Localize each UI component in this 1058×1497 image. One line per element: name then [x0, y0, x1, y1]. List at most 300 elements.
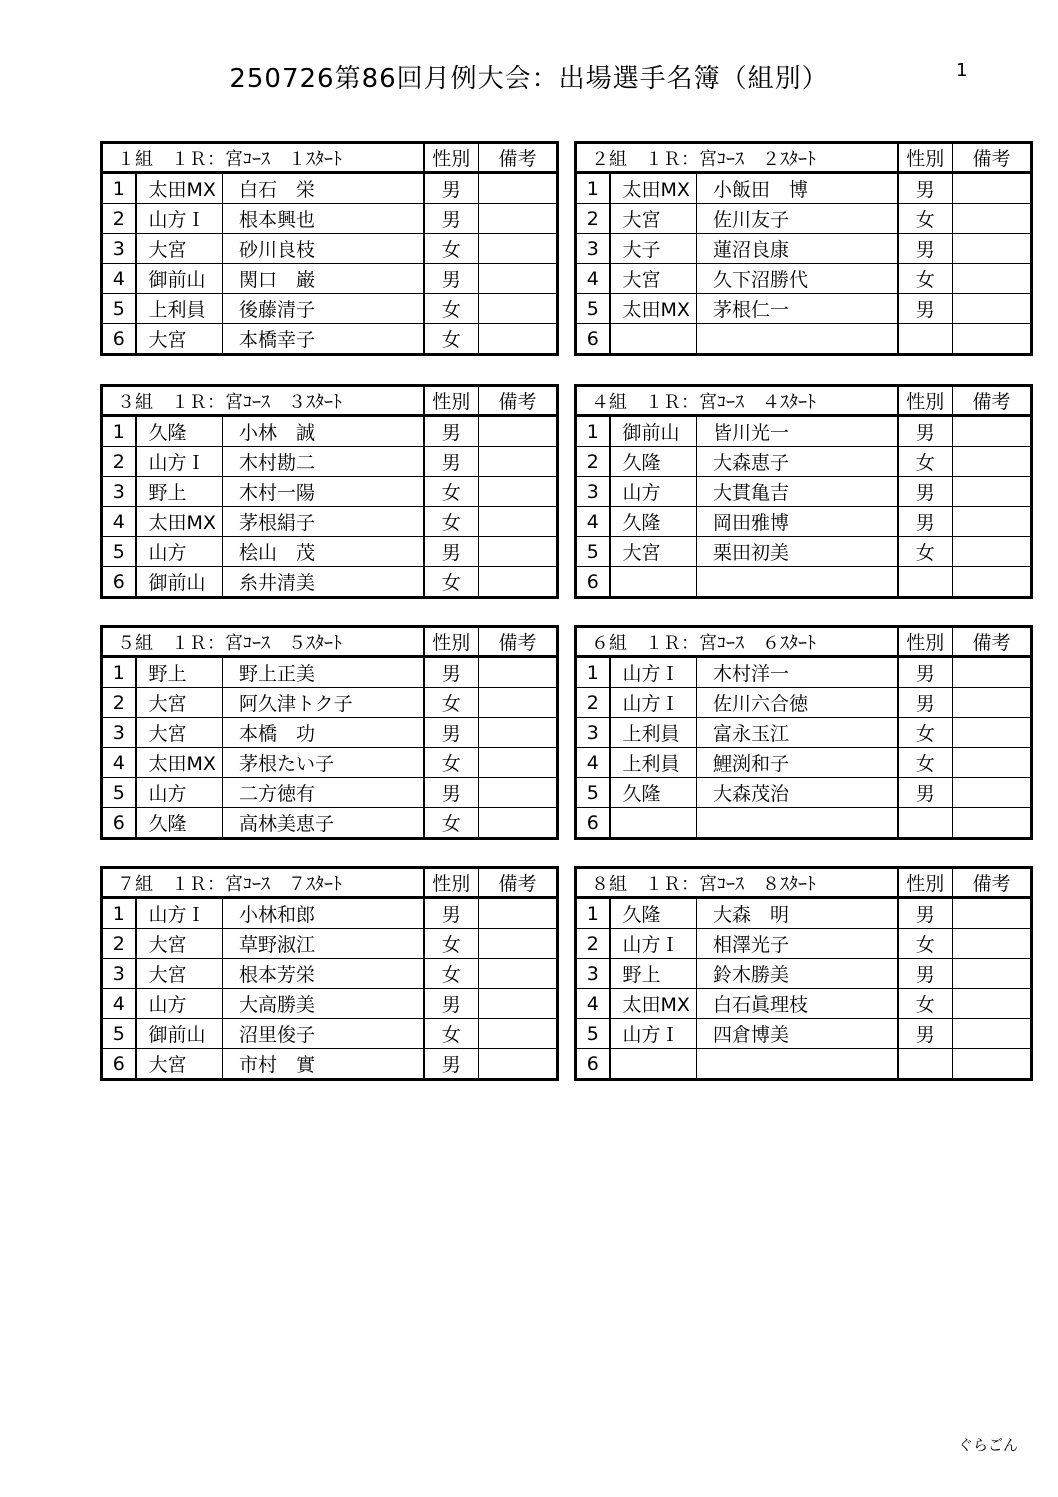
- player-number: 1: [576, 416, 610, 447]
- player-sex: 女: [898, 537, 953, 567]
- column-header-sex: 性別: [898, 868, 953, 898]
- player-name: 草野淑江: [223, 929, 424, 959]
- player-name: 根本芳栄: [223, 959, 424, 989]
- player-name: 佐川六合徳: [697, 688, 898, 718]
- player-club: 大宮: [136, 959, 223, 989]
- player-sex: 女: [424, 477, 479, 507]
- player-note: [479, 264, 558, 294]
- player-sex: 女: [424, 507, 479, 537]
- player-club: [610, 567, 697, 598]
- player-note: [953, 898, 1032, 929]
- player-note: [953, 264, 1032, 294]
- player-club: 御前山: [136, 567, 223, 598]
- column-header-note: 備考: [479, 627, 558, 657]
- player-note: [479, 688, 558, 718]
- group-table-8: [574, 866, 1033, 1081]
- player-club: 野上: [136, 477, 223, 507]
- player-number: 6: [102, 1049, 136, 1080]
- player-note: [953, 657, 1032, 688]
- player-name: 相澤光子: [697, 929, 898, 959]
- player-number: 5: [576, 1019, 610, 1049]
- group-title: ７組 １Ｒ：宮ｺｰｽ ７ｽﾀｰﾄ: [102, 868, 424, 898]
- player-sex: 女: [424, 688, 479, 718]
- player-number: 1: [576, 173, 610, 204]
- player-club: 上利員: [136, 294, 223, 324]
- player-club: 太田MX: [136, 748, 223, 778]
- player-club: 上利員: [610, 748, 697, 778]
- table-row: [576, 959, 1032, 989]
- table-row: [102, 808, 558, 839]
- player-name: 大貫亀吉: [697, 477, 898, 507]
- player-number: 4: [576, 264, 610, 294]
- player-number: 2: [102, 688, 136, 718]
- player-name: 鈴木勝美: [697, 959, 898, 989]
- player-note: [479, 898, 558, 929]
- player-name: 小飯田 博: [697, 173, 898, 204]
- player-club: 大宮: [136, 234, 223, 264]
- table-row: [102, 718, 558, 748]
- column-header-sex: 性別: [424, 868, 479, 898]
- player-name: 野上正美: [223, 657, 424, 688]
- player-number: 4: [576, 989, 610, 1019]
- player-number: 3: [576, 718, 610, 748]
- player-number: 6: [102, 567, 136, 598]
- player-club: 久隆: [610, 447, 697, 477]
- player-sex: 男: [898, 507, 953, 537]
- player-club: 野上: [136, 657, 223, 688]
- table-row: [576, 324, 1032, 355]
- player-note: [479, 748, 558, 778]
- player-name: [697, 808, 898, 839]
- player-sex: 男: [424, 416, 479, 447]
- player-name: 大森 明: [697, 898, 898, 929]
- player-note: [953, 688, 1032, 718]
- player-name: 岡田雅博: [697, 507, 898, 537]
- table-row: [576, 294, 1032, 324]
- player-club: 山方Ｉ: [136, 898, 223, 929]
- player-name: 皆川光一: [697, 416, 898, 447]
- player-club: 久隆: [610, 507, 697, 537]
- table-row: [102, 416, 558, 447]
- player-sex: 男: [898, 688, 953, 718]
- player-club: 山方Ｉ: [610, 688, 697, 718]
- player-number: 1: [576, 898, 610, 929]
- player-note: [479, 537, 558, 567]
- player-number: 3: [576, 477, 610, 507]
- player-sex: 女: [424, 929, 479, 959]
- player-club: 山方: [136, 537, 223, 567]
- table-row: [576, 688, 1032, 718]
- column-header-note: 備考: [953, 386, 1032, 416]
- player-sex: 女: [898, 718, 953, 748]
- player-club: 御前山: [136, 264, 223, 294]
- player-club: 太田MX: [610, 294, 697, 324]
- player-name: 茅根たい子: [223, 748, 424, 778]
- player-sex: 男: [898, 778, 953, 808]
- table-row: [102, 688, 558, 718]
- player-sex: 男: [898, 1019, 953, 1049]
- player-number: 6: [102, 324, 136, 355]
- player-club: 御前山: [136, 1019, 223, 1049]
- table-row: [576, 416, 1032, 447]
- table-row: [102, 507, 558, 537]
- player-number: 6: [576, 324, 610, 355]
- player-note: [479, 173, 558, 204]
- player-note: [953, 808, 1032, 839]
- table-row: [102, 173, 558, 204]
- player-note: [953, 929, 1032, 959]
- player-name: 茅根絹子: [223, 507, 424, 537]
- player-name: 桧山 茂: [223, 537, 424, 567]
- player-club: 上利員: [610, 718, 697, 748]
- player-name: 関口 巌: [223, 264, 424, 294]
- player-note: [479, 808, 558, 839]
- table-row: [576, 748, 1032, 778]
- player-number: 6: [576, 567, 610, 598]
- group-table-7: [100, 866, 559, 1081]
- table-row: [102, 898, 558, 929]
- player-club: 山方Ｉ: [610, 1019, 697, 1049]
- player-number: 4: [102, 748, 136, 778]
- group-table-2: [574, 141, 1033, 356]
- table-row: [102, 477, 558, 507]
- group-table-5: [100, 625, 559, 840]
- player-name: [697, 324, 898, 355]
- player-sex: 男: [424, 264, 479, 294]
- player-number: 6: [576, 808, 610, 839]
- player-note: [953, 507, 1032, 537]
- player-note: [953, 324, 1032, 355]
- player-note: [479, 416, 558, 447]
- player-sex: [898, 324, 953, 355]
- table-row: [102, 234, 558, 264]
- player-sex: 男: [898, 294, 953, 324]
- player-note: [953, 748, 1032, 778]
- player-sex: 女: [424, 294, 479, 324]
- player-note: [953, 537, 1032, 567]
- player-sex: 男: [424, 657, 479, 688]
- player-name: 二方徳有: [223, 778, 424, 808]
- player-sex: 男: [898, 477, 953, 507]
- column-header-note: 備考: [479, 386, 558, 416]
- player-number: 2: [576, 929, 610, 959]
- player-club: [610, 324, 697, 355]
- player-sex: 女: [424, 1019, 479, 1049]
- player-club: [610, 808, 697, 839]
- table-row: [576, 808, 1032, 839]
- player-sex: 男: [424, 718, 479, 748]
- player-note: [953, 1019, 1032, 1049]
- player-name: 蓮沼良康: [697, 234, 898, 264]
- player-number: 1: [102, 898, 136, 929]
- player-note: [953, 718, 1032, 748]
- player-sex: 女: [424, 234, 479, 264]
- player-sex: 男: [898, 898, 953, 929]
- table-row: [576, 657, 1032, 688]
- table-row: [576, 718, 1032, 748]
- group-table-1: [100, 141, 559, 356]
- player-sex: 女: [424, 567, 479, 598]
- player-club: 大宮: [610, 264, 697, 294]
- group-title: ８組 １Ｒ：宮ｺｰｽ ８ｽﾀｰﾄ: [576, 868, 898, 898]
- player-note: [479, 778, 558, 808]
- column-header-sex: 性別: [424, 386, 479, 416]
- player-name: 後藤清子: [223, 294, 424, 324]
- group-title: ４組 １Ｒ：宮ｺｰｽ ４ｽﾀｰﾄ: [576, 386, 898, 416]
- player-sex: 男: [424, 778, 479, 808]
- player-note: [953, 173, 1032, 204]
- player-note: [479, 204, 558, 234]
- table-row: [576, 1019, 1032, 1049]
- table-row: [102, 1049, 558, 1080]
- player-name: 本橋幸子: [223, 324, 424, 355]
- player-name: 本橋 功: [223, 718, 424, 748]
- player-name: 四倉博美: [697, 1019, 898, 1049]
- player-club: 大宮: [610, 537, 697, 567]
- table-row: [102, 294, 558, 324]
- player-number: 2: [102, 204, 136, 234]
- player-number: 5: [102, 294, 136, 324]
- player-club: 大宮: [610, 204, 697, 234]
- column-header-sex: 性別: [898, 143, 953, 173]
- player-name: 高林美恵子: [223, 808, 424, 839]
- player-number: 4: [102, 989, 136, 1019]
- player-name: 砂川良枝: [223, 234, 424, 264]
- player-note: [479, 1019, 558, 1049]
- player-number: 1: [576, 657, 610, 688]
- player-sex: 男: [424, 1049, 479, 1080]
- player-club: 大宮: [136, 324, 223, 355]
- player-note: [479, 1049, 558, 1080]
- player-number: 1: [102, 416, 136, 447]
- player-club: 大宮: [136, 929, 223, 959]
- player-sex: 男: [898, 173, 953, 204]
- player-sex: 女: [424, 959, 479, 989]
- table-row: [576, 1049, 1032, 1080]
- player-name: 小林和郎: [223, 898, 424, 929]
- table-row: [102, 959, 558, 989]
- player-note: [479, 507, 558, 537]
- player-sex: 男: [898, 234, 953, 264]
- player-name: 木村勘二: [223, 447, 424, 477]
- player-number: 5: [102, 1019, 136, 1049]
- group-title: ３組 １Ｒ：宮ｺｰｽ ３ｽﾀｰﾄ: [102, 386, 424, 416]
- page-number: 1: [956, 60, 968, 81]
- player-note: [479, 567, 558, 598]
- player-number: 3: [102, 477, 136, 507]
- player-name: [697, 1049, 898, 1080]
- player-club: 山方Ｉ: [610, 929, 697, 959]
- player-name: 糸井清美: [223, 567, 424, 598]
- group-title: ６組 １Ｒ：宮ｺｰｽ ６ｽﾀｰﾄ: [576, 627, 898, 657]
- group-table-4: [574, 384, 1033, 599]
- table-row: [102, 567, 558, 598]
- group-title: １組 １Ｒ：宮ｺｰｽ １ｽﾀｰﾄ: [102, 143, 424, 173]
- player-number: 4: [102, 264, 136, 294]
- table-row: [102, 929, 558, 959]
- player-note: [479, 324, 558, 355]
- player-note: [953, 778, 1032, 808]
- table-row: [576, 778, 1032, 808]
- table-row: [576, 898, 1032, 929]
- player-club: 大宮: [136, 1049, 223, 1080]
- page-title: 250726第86回月例大会：出場選手名簿（組別）: [229, 64, 829, 94]
- player-name: 栗田初美: [697, 537, 898, 567]
- player-club: 野上: [610, 959, 697, 989]
- player-note: [953, 416, 1032, 447]
- player-club: 太田MX: [136, 173, 223, 204]
- player-club: 久隆: [136, 808, 223, 839]
- player-sex: 男: [898, 416, 953, 447]
- player-club: 久隆: [136, 416, 223, 447]
- player-sex: 女: [898, 447, 953, 477]
- player-club: 山方: [136, 989, 223, 1019]
- player-club: 山方Ｉ: [136, 204, 223, 234]
- player-note: [953, 1049, 1032, 1080]
- group-title: ５組 １Ｒ：宮ｺｰｽ ５ｽﾀｰﾄ: [102, 627, 424, 657]
- player-sex: 女: [898, 989, 953, 1019]
- player-number: 3: [102, 959, 136, 989]
- player-number: 2: [102, 447, 136, 477]
- column-header-note: 備考: [953, 143, 1032, 173]
- player-club: 太田MX: [610, 173, 697, 204]
- table-row: [102, 204, 558, 234]
- column-header-sex: 性別: [424, 627, 479, 657]
- player-note: [953, 959, 1032, 989]
- table-row: [576, 537, 1032, 567]
- group-table-6: [574, 625, 1033, 840]
- player-sex: 女: [424, 808, 479, 839]
- player-sex: 女: [424, 324, 479, 355]
- player-name: 久下沼勝代: [697, 264, 898, 294]
- player-number: 5: [102, 537, 136, 567]
- table-row: [102, 264, 558, 294]
- player-name: 阿久津トク子: [223, 688, 424, 718]
- player-number: 2: [576, 688, 610, 718]
- table-row: [576, 234, 1032, 264]
- player-number: 2: [576, 447, 610, 477]
- player-number: 3: [102, 234, 136, 264]
- player-note: [953, 447, 1032, 477]
- column-header-note: 備考: [479, 868, 558, 898]
- table-row: [576, 477, 1032, 507]
- group-table-3: [100, 384, 559, 599]
- player-name: 木村一陽: [223, 477, 424, 507]
- player-number: 3: [102, 718, 136, 748]
- player-note: [479, 989, 558, 1019]
- player-number: 1: [102, 657, 136, 688]
- player-number: 6: [576, 1049, 610, 1080]
- column-header-note: 備考: [953, 627, 1032, 657]
- player-note: [479, 294, 558, 324]
- player-name: 鯉渕和子: [697, 748, 898, 778]
- player-note: [953, 204, 1032, 234]
- player-number: 1: [102, 173, 136, 204]
- player-club: 太田MX: [136, 507, 223, 537]
- player-name: 茅根仁一: [697, 294, 898, 324]
- player-club: 太田MX: [610, 989, 697, 1019]
- table-row: [102, 447, 558, 477]
- player-sex: 男: [424, 989, 479, 1019]
- table-row: [576, 447, 1032, 477]
- column-header-sex: 性別: [424, 143, 479, 173]
- player-note: [479, 447, 558, 477]
- player-club: 山方: [136, 778, 223, 808]
- table-row: [576, 929, 1032, 959]
- table-row: [102, 989, 558, 1019]
- player-note: [479, 477, 558, 507]
- player-club: 御前山: [610, 416, 697, 447]
- group-title: ２組 １Ｒ：宮ｺｰｽ ２ｽﾀｰﾄ: [576, 143, 898, 173]
- player-name: 佐川友子: [697, 204, 898, 234]
- player-club: 山方Ｉ: [136, 447, 223, 477]
- player-note: [953, 234, 1032, 264]
- player-number: 5: [576, 294, 610, 324]
- player-club: 大子: [610, 234, 697, 264]
- player-note: [479, 657, 558, 688]
- player-sex: [898, 567, 953, 598]
- table-row: [576, 507, 1032, 537]
- player-number: 5: [576, 778, 610, 808]
- player-sex: 女: [898, 204, 953, 234]
- player-club: 久隆: [610, 778, 697, 808]
- player-note: [479, 234, 558, 264]
- column-header-sex: 性別: [898, 627, 953, 657]
- player-club: [610, 1049, 697, 1080]
- table-row: [102, 324, 558, 355]
- player-sex: [898, 808, 953, 839]
- player-note: [479, 718, 558, 748]
- table-row: [576, 989, 1032, 1019]
- player-name: 大高勝美: [223, 989, 424, 1019]
- table-row: [576, 204, 1032, 234]
- player-sex: 男: [424, 898, 479, 929]
- player-sex: 女: [424, 748, 479, 778]
- player-sex: 男: [424, 537, 479, 567]
- player-name: 小林 誠: [223, 416, 424, 447]
- player-note: [479, 959, 558, 989]
- player-name: 富永玉江: [697, 718, 898, 748]
- player-number: 4: [102, 507, 136, 537]
- player-number: 4: [576, 748, 610, 778]
- column-header-sex: 性別: [898, 386, 953, 416]
- player-note: [953, 567, 1032, 598]
- table-row: [576, 173, 1032, 204]
- column-header-note: 備考: [953, 868, 1032, 898]
- player-name: 木村洋一: [697, 657, 898, 688]
- player-number: 5: [576, 537, 610, 567]
- player-sex: 男: [898, 657, 953, 688]
- player-number: 3: [576, 959, 610, 989]
- footer-brand: ぐらごん: [958, 1436, 1019, 1454]
- player-note: [953, 294, 1032, 324]
- player-club: 大宮: [136, 688, 223, 718]
- player-club: 山方Ｉ: [610, 657, 697, 688]
- player-note: [953, 989, 1032, 1019]
- player-note: [479, 929, 558, 959]
- player-name: 市村 實: [223, 1049, 424, 1080]
- player-sex: 女: [898, 264, 953, 294]
- player-sex: 男: [424, 447, 479, 477]
- player-name: 大森恵子: [697, 447, 898, 477]
- player-note: [953, 477, 1032, 507]
- player-sex: 女: [898, 929, 953, 959]
- player-name: 白石 栄: [223, 173, 424, 204]
- player-name: 沼里俊子: [223, 1019, 424, 1049]
- player-club: 山方: [610, 477, 697, 507]
- table-row: [102, 1019, 558, 1049]
- player-name: 大森茂治: [697, 778, 898, 808]
